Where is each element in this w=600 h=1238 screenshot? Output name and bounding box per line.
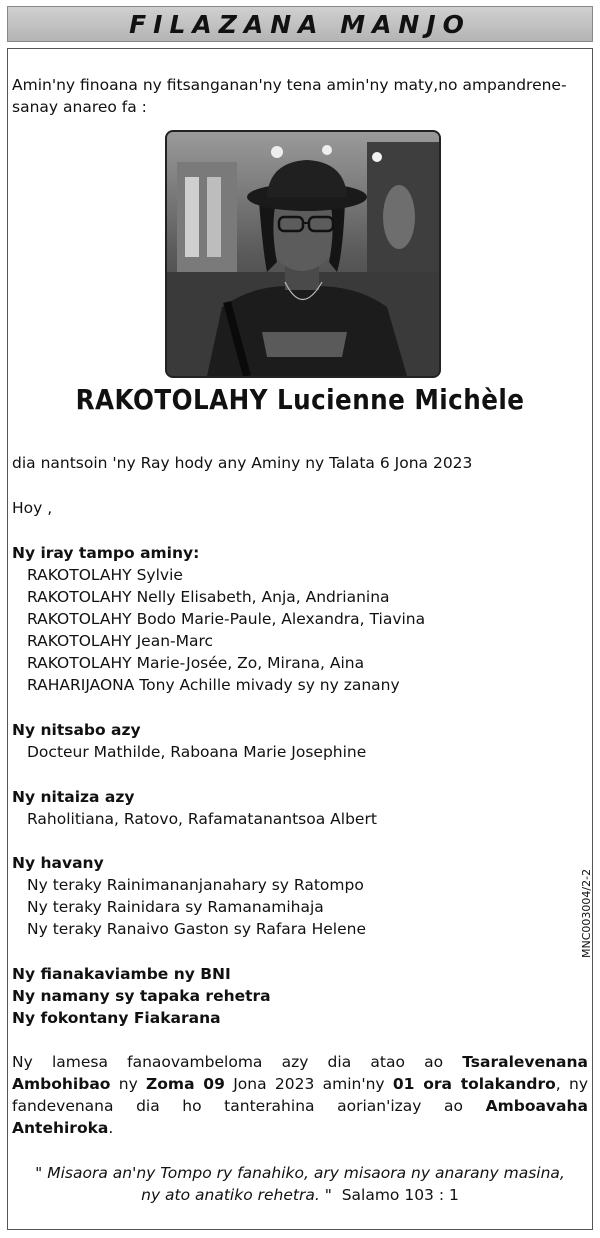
header-title: FILAZANA MANJO [129, 9, 471, 39]
list-item [27, 630, 213, 652]
bible-quote [0, 1162, 600, 1206]
death-date: 6 Jona 2023 [379, 454, 473, 472]
list-item [27, 874, 364, 896]
mass-church: Tsaralevenana Ambohibao [12, 1053, 588, 1093]
portrait-photo [165, 130, 441, 378]
list-item [27, 586, 390, 608]
organization-line: Ny namany sy tapaka rehetra [12, 987, 271, 1005]
list-item [27, 808, 377, 830]
quote-line-2: ny ato anatiko rehetra. " [141, 1186, 332, 1204]
entry-surname: RAKOTOLAHY [27, 588, 132, 606]
entry-rest: Tony Achille mivady sy ny zanany [134, 676, 400, 694]
organization-line: Ny fianakaviambe ny BNI [12, 965, 231, 983]
list-item [27, 564, 183, 586]
list-item [27, 741, 366, 763]
entry-rest: Raholitiana, Ratovo, Rafamatanantsoa Albert [27, 810, 377, 828]
mass-paragraph [12, 1051, 588, 1139]
entry-rest: Ny teraky Rainimananjanahary sy Ratompo [27, 876, 364, 894]
quote-line-1: " Misaora an'ny Tompo ry fanahiko, ary misaora ny anarany masina, [35, 1164, 565, 1182]
portrait-photo-icon [167, 132, 439, 376]
section-heading: Ny havany [12, 854, 104, 872]
mass-text: , ny fandevenana dia ho tanterahina aorian'izay ao [12, 1075, 589, 1115]
mass-date: Zoma 09 [146, 1075, 225, 1093]
entry-surname: RAKOTOLAHY [27, 610, 132, 628]
section-heading: Ny iray tampo aminy: [12, 544, 200, 562]
entry-surname: RAHARIJAONA [27, 676, 135, 694]
entry-rest: Bodo Marie-Paule, Alexandra, Tiavina [131, 610, 426, 628]
death-text: dia nantsoin 'ny Ray hody any Aminy ny Talata [12, 454, 380, 472]
mass-text: ny [110, 1075, 147, 1093]
ad-reference: MNC003004/2-2 [580, 868, 593, 958]
entry-surname: RAKOTOLAHY [27, 566, 132, 584]
entry-rest: Ny teraky Rainidara sy Ramanamihaja [27, 898, 324, 916]
entry-surname: RAKOTOLAHY [27, 654, 132, 672]
list-item [27, 918, 366, 940]
list-item [27, 608, 425, 630]
mass-text: Ny lamesa fanaovambeloma azy dia atao ao [12, 1053, 463, 1071]
quote-reference: Salamo 103 : 1 [341, 1186, 459, 1204]
list-item [27, 896, 324, 918]
entry-rest: Marie-Josée, Zo, Mirana, Aina [131, 654, 365, 672]
entry-rest: Ny teraky Ranaivo Gaston sy Rafara Helene [27, 920, 366, 938]
organization-line: Ny fokontany Fiakarana [12, 1009, 221, 1027]
header-banner [7, 6, 593, 42]
list-item [27, 652, 364, 674]
entry-rest: Jean-Marc [131, 632, 214, 650]
entry-rest: Nelly Elisabeth, Anja, Andrianina [131, 588, 390, 606]
entry-surname: RAKOTOLAHY [27, 632, 132, 650]
list-item [27, 674, 400, 696]
greeting: Hoy , [12, 499, 53, 517]
intro-text: Amin'ny finoana ny fitsanganan'ny tena amin'ny maty,no ampandrene-sanay anareo fa : [12, 76, 567, 116]
burial-place: Amboavaha Antehiroka [12, 1097, 588, 1137]
section-heading: Ny nitaiza azy [12, 788, 135, 806]
entry-rest: Sylvie [131, 566, 183, 584]
mass-text: . [108, 1119, 114, 1137]
death-announcement [12, 452, 472, 474]
deceased-name: RAKOTOLAHY Lucienne Michèle [75, 383, 525, 416]
entry-rest: Docteur Mathilde, Raboana Marie Josephine [27, 743, 367, 761]
section-heading: Ny nitsabo azy [12, 721, 141, 739]
mass-text: Jona 2023 amin'ny [224, 1075, 393, 1093]
mass-time: 01 ora tolakandro [392, 1075, 556, 1093]
